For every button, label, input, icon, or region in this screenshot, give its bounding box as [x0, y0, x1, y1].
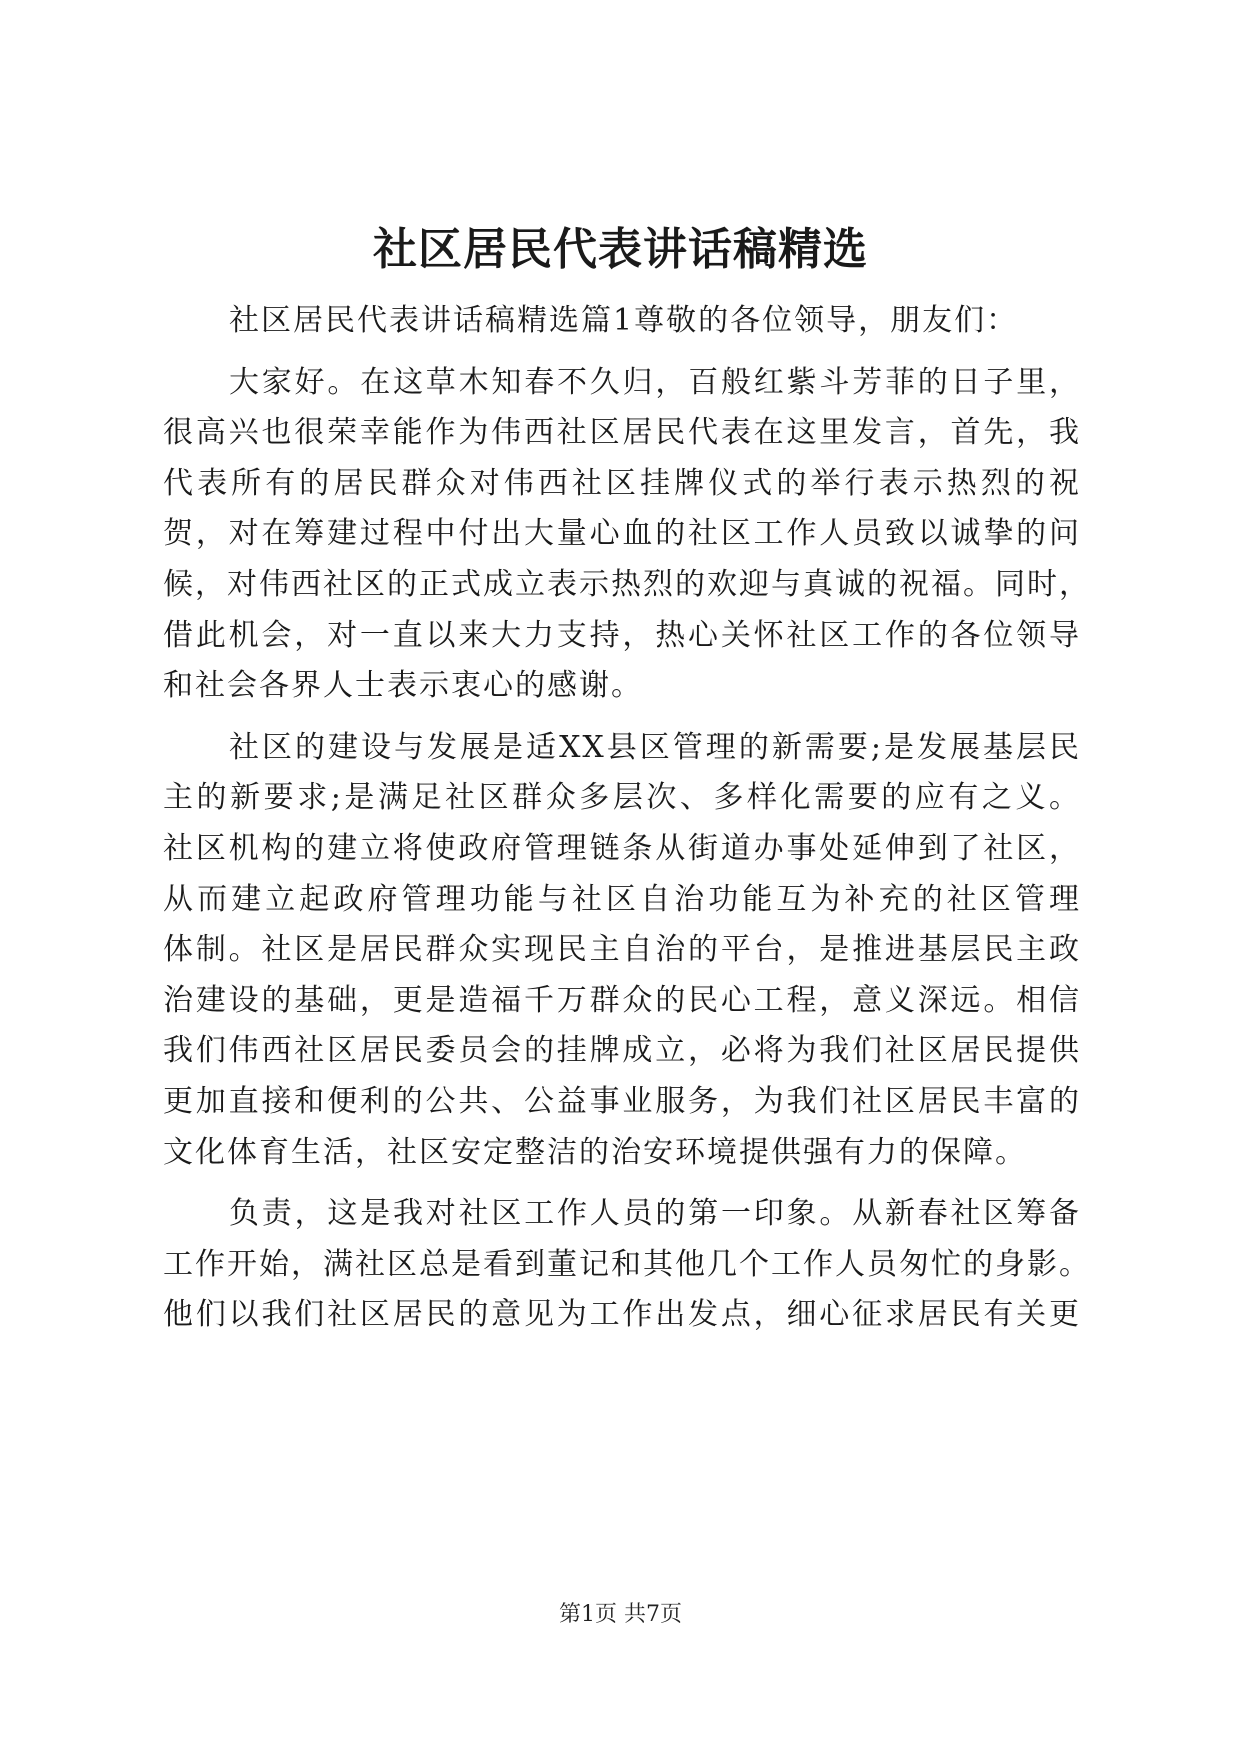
text-line: 代表所有的居民群众对伟西社区挂牌仪式的举行表示热烈的祝 — [163, 465, 1081, 501]
text-line: 负责，这是我对社区工作人员的第一印象。从新春社区筹备 — [229, 1196, 1081, 1232]
document-title: 社区居民代表讲话稿精选 — [373, 224, 868, 275]
text-line: 社区居民代表讲话稿精选篇1尊敬的各位领导，朋友们： — [229, 303, 1019, 338]
text-line: 大家好。在这草木知春不久归，百般红紫斗芳菲的日子里， — [229, 364, 1081, 400]
text-line: 社区的建设与发展是适XX县区管理的新需要;是发展基层民 — [229, 729, 1081, 765]
document-body — [163, 296, 1091, 1341]
text-line: 和社会各界人士表示衷心的感谢。 — [163, 668, 643, 704]
text-line: 工作开始，满社区总是看到董记和其他几个工作人员匆忙的身影。 — [163, 1246, 1091, 1282]
text-line: 候，对伟西社区的正式成立表示热烈的欢迎与真诚的祝福。同时， — [163, 566, 1091, 602]
text-line: 社区机构的建立将使政府管理链条从街道办事处延伸到了社区， — [163, 830, 1081, 866]
text-line: 治建设的基础，更是造福千万群众的民心工程，意义深远。相信 — [163, 982, 1081, 1018]
text-line: 贺，对在筹建过程中付出大量心血的社区工作人员致以诚挚的问 — [163, 516, 1081, 552]
text-line: 主的新要求;是满足社区群众多层次、多样化需要的应有之义。 — [163, 780, 1081, 816]
page-footer: 第1页 共7页 — [559, 1602, 682, 1627]
paragraph-gap — [163, 347, 1081, 358]
text-line: 他们以我们社区居民的意见为工作出发点，细心征求居民有关更 — [163, 1297, 1081, 1333]
paragraph-gap — [163, 712, 1081, 723]
text-line: 更加直接和便利的公共、公益事业服务，为我们社区居民丰富的 — [163, 1083, 1081, 1119]
text-line: 从而建立起政府管理功能与社区自治功能互为补充的社区管理 — [163, 881, 1081, 917]
paragraph-gap — [163, 1178, 1081, 1189]
text-line: 借此机会，对一直以来大力支持，热心关怀社区工作的各位领导 — [163, 617, 1081, 653]
text-line: 体制。社区是居民群众实现民主自治的平台，是推进基层民主政 — [163, 932, 1081, 968]
text-line: 文化体育生活，社区安定整洁的治安环境提供强有力的保障。 — [163, 1134, 1027, 1170]
text-line: 很高兴也很荣幸能作为伟西社区居民代表在这里发言，首先，我 — [163, 415, 1081, 451]
text-line: 我们伟西社区居民委员会的挂牌成立，必将为我们社区居民提供 — [163, 1033, 1081, 1069]
